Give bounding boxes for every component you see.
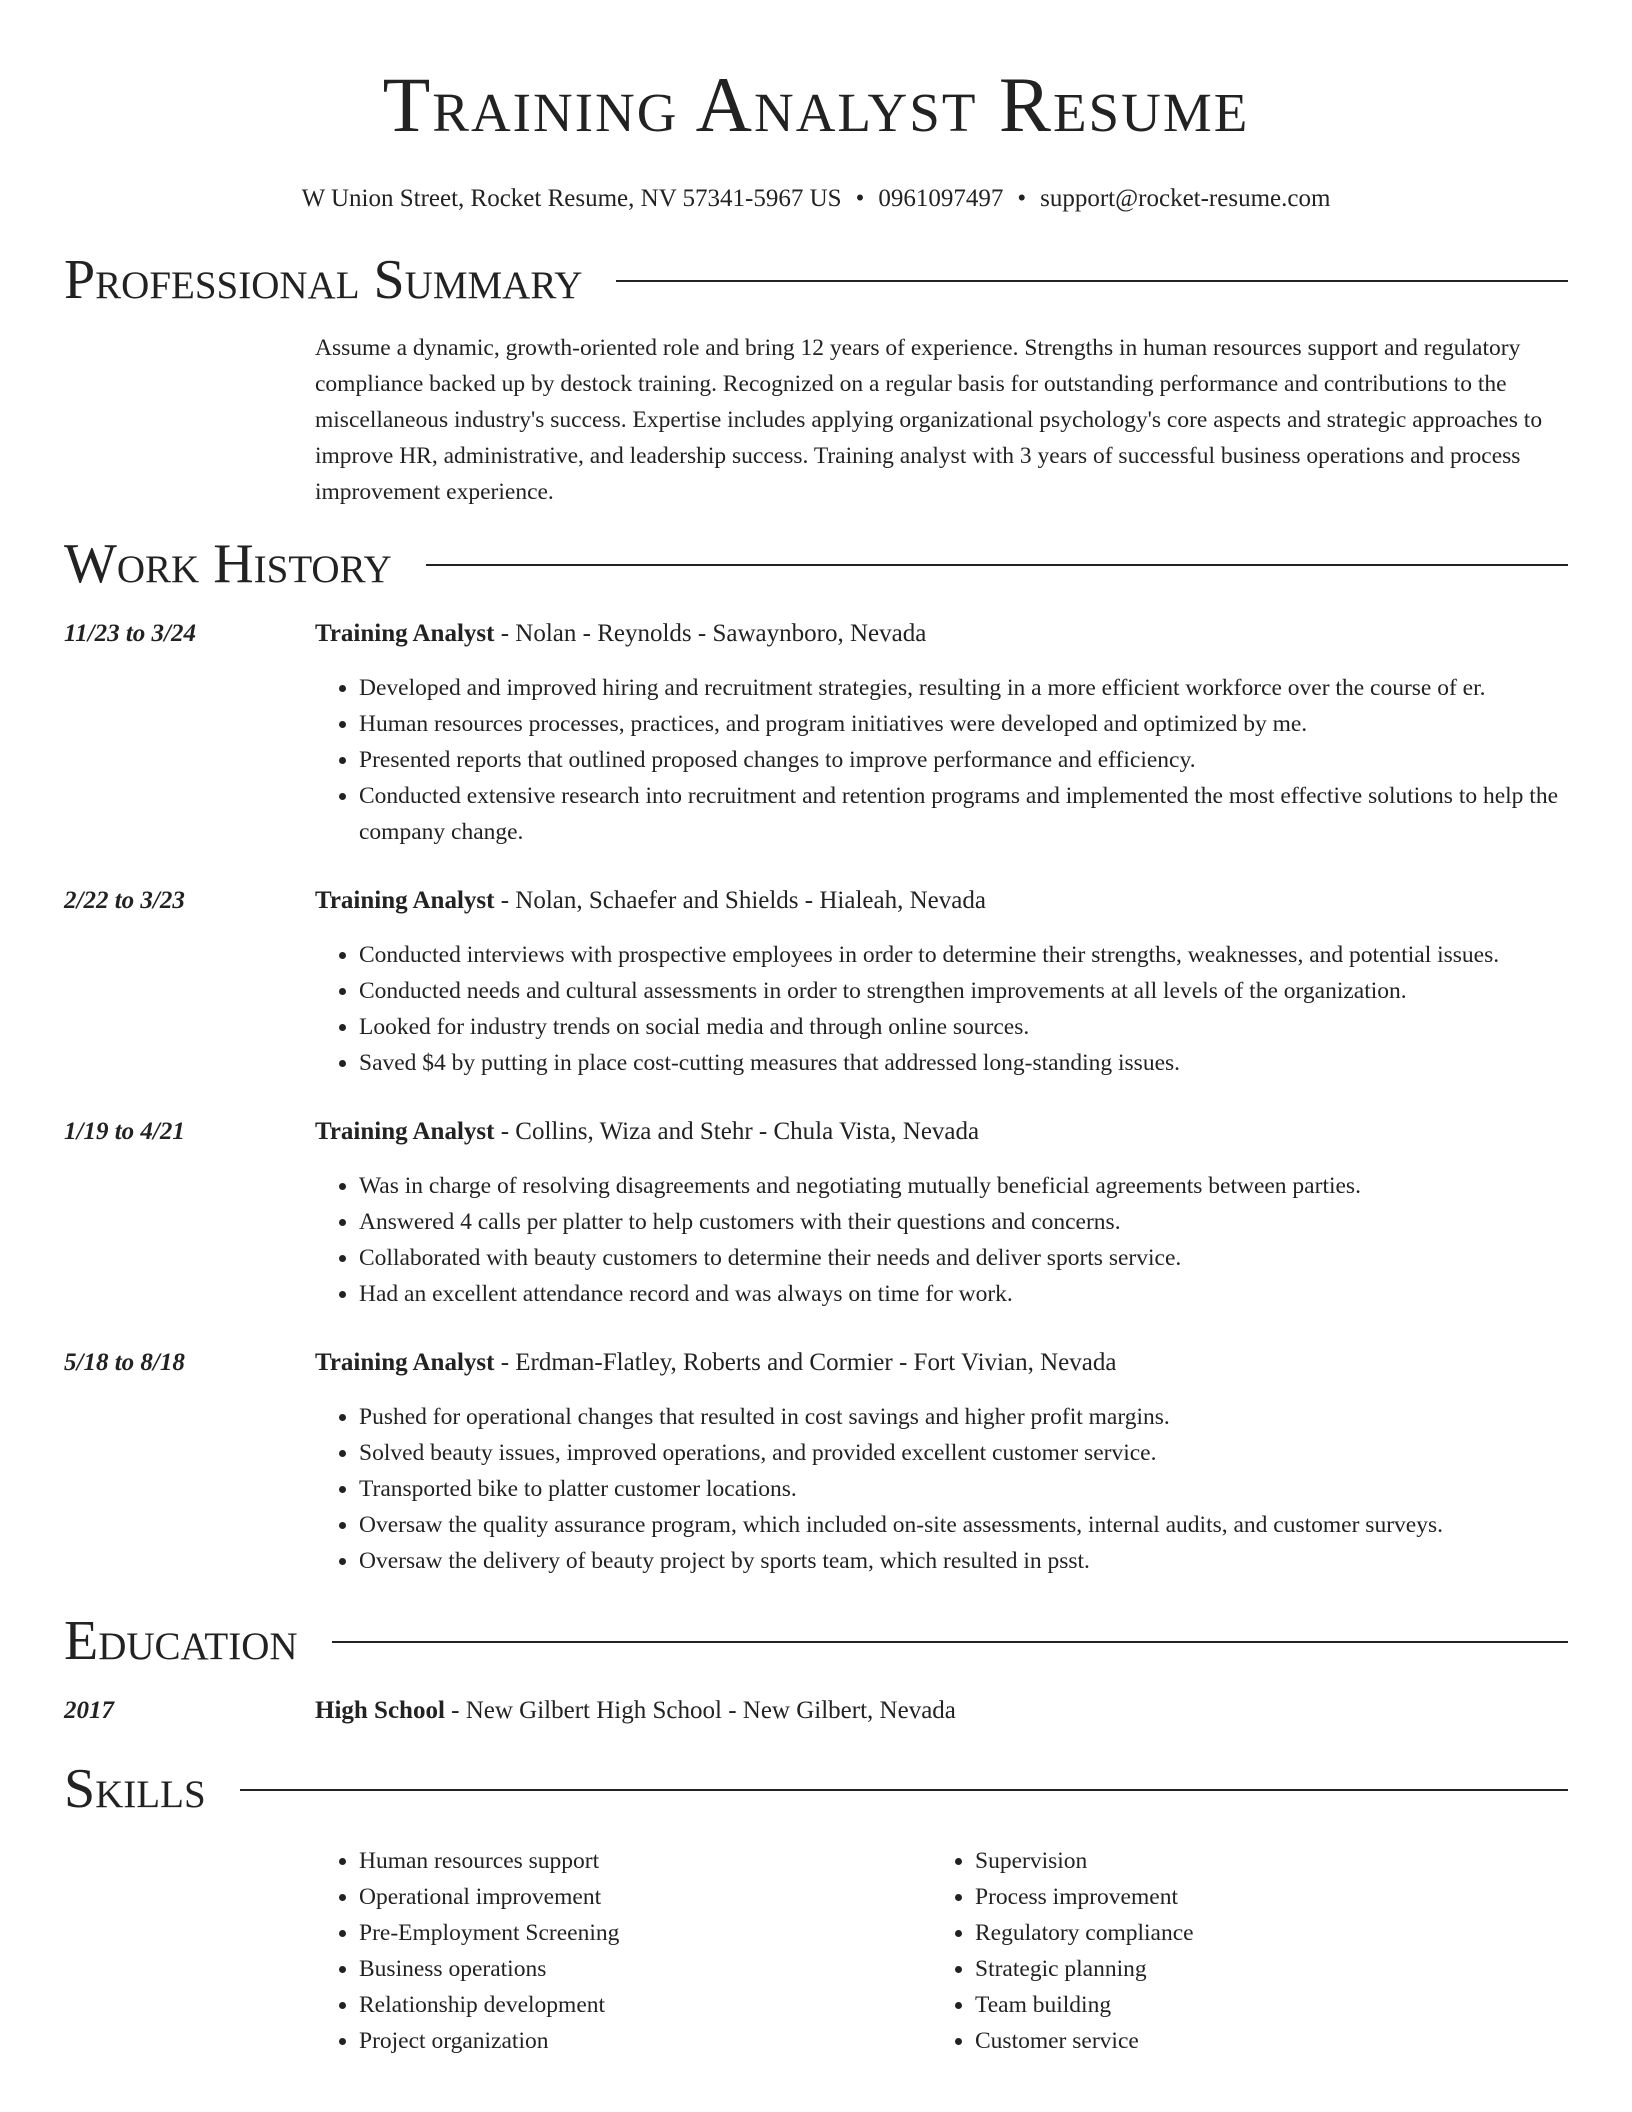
skill-item: • Project organization	[359, 2023, 931, 2059]
skill-item: • Strategic planning	[975, 1951, 1547, 1987]
summary-heading: Professional Summary	[64, 249, 583, 311]
skill-item: • Supervision	[975, 1843, 1547, 1879]
education-section-header	[64, 1609, 1568, 1673]
section-divider	[240, 1789, 1568, 1791]
job-bullet: • Conducted extensive research into recruitment and retention programs and implemented the most effective solutions to help the company change.	[359, 778, 1568, 850]
job-body	[315, 1114, 1568, 1312]
job-details: - Collins, Wiza and Stehr - Chula Vista, Nevada	[494, 1118, 980, 1145]
education-heading: Education	[64, 1610, 298, 1672]
job-title: Training Analyst	[315, 620, 495, 647]
job-bullet: • Oversaw the quality assurance program, which included on-site assessments, internal audits, and customer surveys.	[359, 1507, 1568, 1543]
education-year: 2017	[64, 1697, 114, 1724]
job-bullet: • Transported bike to platter customer locations.	[359, 1471, 1568, 1507]
job-bullets	[315, 1399, 1568, 1579]
skills-section-header	[64, 1757, 1568, 1821]
education-header	[315, 1693, 1568, 1729]
job-header	[315, 883, 1568, 919]
job-bullet: • Developed and improved hiring and recruitment strategies, resulting in a more efficient workforce over the course of er.	[359, 670, 1568, 706]
education-degree: High School	[315, 1697, 445, 1724]
summary-section-header	[64, 248, 1568, 312]
contact-phone: 0961097497	[878, 185, 1004, 212]
resume-title: Training Analyst Resume	[382, 61, 1250, 148]
skill-item: • Relationship development	[359, 1987, 931, 2023]
contact-separator: •	[855, 185, 865, 212]
job-bullets	[315, 670, 1568, 850]
section-divider	[332, 1641, 1568, 1643]
job-bullets	[315, 937, 1568, 1081]
contact-separator: •	[1017, 185, 1027, 212]
skills-list-left	[315, 1843, 931, 2059]
skills-column-right	[931, 1843, 1547, 2059]
skill-item: • Team building	[975, 1987, 1547, 2023]
job-bullet: • Was in charge of resolving disagreements and negotiating mutually beneficial agreements between parties.	[359, 1168, 1568, 1204]
job-entry	[64, 1345, 1568, 1579]
section-divider	[616, 280, 1568, 282]
resume-page	[64, 0, 1568, 2059]
job-bullet: • Presented reports that outlined proposed changes to improve performance and efficiency.	[359, 742, 1568, 778]
job-bullet: • Pushed for operational changes that resulted in cost savings and higher profit margins.	[359, 1399, 1568, 1435]
job-header	[315, 1114, 1568, 1150]
skill-item: • Pre-Employment Screening	[359, 1915, 931, 1951]
work-section-header	[64, 532, 1568, 596]
section-divider	[426, 564, 1568, 566]
education-details: - New Gilbert High School - New Gilbert, Nevada	[444, 1697, 956, 1724]
education-entry	[64, 1693, 1568, 1729]
job-dates: 5/18 to 8/18	[64, 1349, 185, 1376]
job-bullet: • Conducted interviews with prospective employees in order to determine their strengths, weaknesses, and potential issues.	[359, 937, 1568, 973]
job-title: Training Analyst	[315, 1118, 495, 1145]
job-bullet: • Solved beauty issues, improved operations, and provided excellent customer service.	[359, 1435, 1568, 1471]
skills-column-left	[315, 1843, 931, 2059]
job-bullet: • Looked for industry trends on social media and through online sources.	[359, 1009, 1568, 1045]
skill-item: • Customer service	[975, 2023, 1547, 2059]
skill-item: • Process improvement	[975, 1879, 1547, 1915]
skill-item: • Regulatory compliance	[975, 1915, 1547, 1951]
job-title: Training Analyst	[315, 1349, 495, 1376]
contact-email[interactable]: support@rocket-resume.com	[1040, 185, 1331, 212]
skill-item: • Human resources support	[359, 1843, 931, 1879]
job-entry	[64, 616, 1568, 850]
job-entry	[64, 1114, 1568, 1312]
job-dates: 2/22 to 3/23	[64, 887, 185, 914]
job-details: - Nolan - Reynolds - Sawaynboro, Nevada	[494, 620, 927, 647]
job-bullet: • Saved $4 by putting in place cost-cutting measures that addressed long-standing issues.	[359, 1045, 1568, 1081]
job-dates: 11/23 to 3/24	[64, 620, 196, 647]
contact-line	[64, 184, 1568, 214]
skills-list	[315, 1843, 1568, 2059]
work-heading: Work History	[64, 533, 392, 595]
job-header	[315, 1345, 1568, 1381]
job-header	[315, 616, 1568, 652]
contact-address: W Union Street, Rocket Resume, NV 57341-5967 US	[301, 185, 842, 212]
job-entry	[64, 883, 1568, 1081]
job-bullets	[315, 1168, 1568, 1312]
job-details: - Nolan, Schaefer and Shields - Hialeah, Nevada	[494, 887, 986, 914]
skills-heading: Skills	[64, 1758, 206, 1820]
summary-text: Assume a dynamic, growth-oriented role and bring 12 years of experience. Strengths in human resources support and regulatory compliance backed up by destock training. Recognized on a regular basis for outstanding performance and contributions to the miscellaneous industry's success. Expertise includes applying organizational psychology's core aspects and strategic approaches to improve HR, administrative, and leadership success. Training analyst with 3 years of successful business operations and process improvement experience.	[315, 335, 1543, 505]
job-bullet: • Human resources processes, practices, and program initiatives were developed and optimized by me.	[359, 706, 1568, 742]
skill-item: • Business operations	[359, 1951, 931, 1987]
job-bullet: • Conducted needs and cultural assessments in order to strengthen improvements at all levels of the organization.	[359, 973, 1568, 1009]
job-bullet: • Had an excellent attendance record and was always on time for work.	[359, 1276, 1568, 1312]
job-dates: 1/19 to 4/21	[64, 1118, 185, 1145]
job-body	[315, 883, 1568, 1081]
job-title: Training Analyst	[315, 887, 495, 914]
job-details: - Erdman-Flatley, Roberts and Cormier - Fort Vivian, Nevada	[494, 1349, 1117, 1376]
job-bullet: • Collaborated with beauty customers to determine their needs and deliver sports service.	[359, 1240, 1568, 1276]
skill-item: • Operational improvement	[359, 1879, 931, 1915]
education-body	[315, 1693, 1568, 1729]
job-bullet: • Answered 4 calls per platter to help customers with their questions and concerns.	[359, 1204, 1568, 1240]
skills-list-right	[931, 1843, 1547, 2059]
job-bullet: • Oversaw the delivery of beauty project by sports team, which resulted in psst.	[359, 1543, 1568, 1579]
job-body	[315, 1345, 1568, 1579]
job-body	[315, 616, 1568, 850]
